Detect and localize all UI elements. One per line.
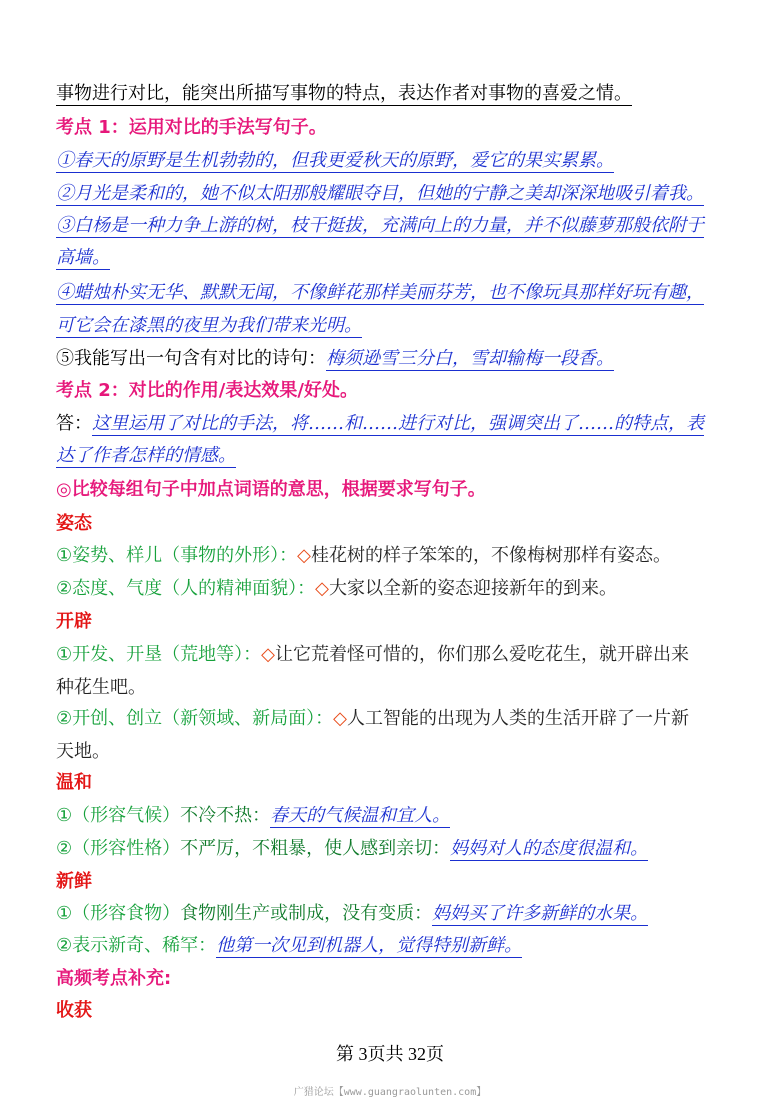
- word-title-xinxian: 新鲜: [56, 871, 92, 892]
- word2-meaning-2-cont: 天地。: [56, 741, 110, 762]
- word2-meaning-1: ①开发、开垦（荒地等）：◇让它荒着怪可惜的，你们那么爱吃花生，就开辟出来: [56, 644, 689, 665]
- diamond-icon: ◇: [297, 545, 311, 566]
- kp1-item-4: ④蜡烛朴实无华、默默无闻，不像鲜花那样美丽芬芳，也不像玩具那样好玩有趣，: [56, 282, 704, 303]
- word4-meaning-2: ②表示新奇、稀罕：他第一次见到机器人，觉得特别新鲜。: [56, 935, 523, 956]
- kp1-item-1: ①春天的原野是生机勃勃的，但我更爱秋天的原野，爱它的果实累累。: [56, 150, 614, 171]
- word2-meaning-2: ②开创、创立（新领域、新局面）：◇人工智能的出现为人类的生活开辟了一片新: [56, 708, 689, 729]
- kp1-title: 考点 1：运用对比的手法写句子。: [56, 117, 327, 138]
- word2-meaning-1-cont: 种花生吧。: [56, 677, 146, 698]
- supplement-title: 高频考点补充:: [56, 968, 172, 989]
- word4-meaning-1: ①（形容食物）食物刚生产或制成，没有变质：妈妈买了许多新鲜的水果。: [56, 903, 649, 924]
- word1-meaning-2: ②态度、气度（人的精神面貌）：◇大家以全新的姿态迎接新年的到来。: [56, 578, 617, 599]
- word3-meaning-2: ②（形容性格）不严厉，不粗暴，使人感到亲切：妈妈对人的态度很温和。: [56, 838, 649, 859]
- kp2-answer-label: 答：: [56, 413, 92, 434]
- kp1-item-3-cont: 高墙。: [56, 247, 110, 268]
- kp1-item-5-answer: 梅须逊雪三分白，雪却输梅一段香。: [326, 348, 614, 369]
- word1-meaning-1: ①姿势、样儿（事物的外形）：◇桂花树的样子笨笨的，不像梅树那样有姿态。: [56, 545, 671, 566]
- kp1-item-5: [56, 346, 728, 372]
- kp1-item-4-cont: 可它会在漆黑的夜里为我们带来光明。: [56, 315, 362, 336]
- kp1-item-5-label: ⑤我能写出一句含有对比的诗句：: [56, 348, 326, 369]
- word3-meaning-1: ①（形容气候）不冷不热：春天的气候温和宜人。: [56, 805, 451, 826]
- word-title-kaipi: 开辟: [56, 611, 92, 632]
- word-title-zitai: 姿态: [56, 513, 92, 534]
- compare-title: ◎比较每组句子中加点词语的意思，根据要求写句子。: [56, 479, 486, 500]
- kp1-item-3: ③白杨是一种力争上游的树，枝干挺拔，充满向上的力量，并不似藤萝那般依附于: [56, 215, 704, 236]
- intro-text: 事物进行对比，能突出所描写事物的特点，表达作者对事物的喜爱之情。: [56, 83, 632, 104]
- kp2-answer-line-2: 达了作者怎样的情感。: [56, 445, 236, 466]
- kp2-title: 考点 2：对比的作用/表达效果/好处。: [56, 380, 358, 401]
- diamond-icon: ◇: [315, 578, 329, 599]
- diamond-icon: ◇: [261, 644, 275, 665]
- word-title-wenhe: 温和: [56, 772, 92, 793]
- page-number: 第 3页共 32页: [336, 1044, 444, 1064]
- intro-line: [56, 81, 728, 107]
- watermark: 广猎论坛【www.guangraolunten.com】: [293, 1087, 487, 1098]
- diamond-icon: ◇: [333, 708, 347, 729]
- word-title-shouhuo: 收获: [56, 1000, 92, 1021]
- kp2-answer-line-1: 答：这里运用了对比的手法，将……和……进行对比，强调突出了……的特点，表: [56, 413, 704, 434]
- kp1-item-2: ②月光是柔和的，她不似太阳那般耀眼夺目，但她的宁静之美却深深地吸引着我。: [56, 183, 704, 204]
